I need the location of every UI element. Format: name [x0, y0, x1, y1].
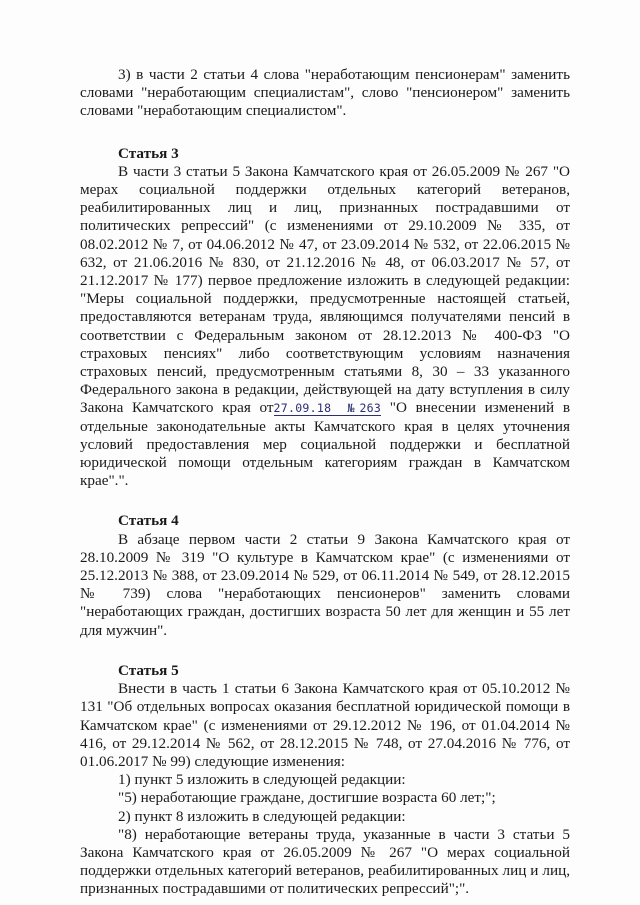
item-3-paragraph: 3) в части 2 статьи 4 слова "неработающим пенсионерам" заменить словами "неработающим специалистам", слово "пенсионером" заменить словами "неработающим специалистом".: [80, 66, 570, 120]
article-3-text: В части 3 статьи 5 Закона Камчатского края от 26.05.2009 № 267 "О мерах социальной поддержки отдельных категорий ветеранов, реабилитированных лиц и лиц, признанных пострадавшими от политических репрессий" (с изменениями от 29.10.2009 № 335, от 08.02.2012 № 7, от 04.06.2012 № 47, от 23.09.2014 № 532, от 22.06.2015 № 632, от 21.06.2016 № 830, от 21.12.2016 № 48, от 06.03.2017 № 57, от 21.12.2017 № 177) первое предложение изложить в следующей редакции: "Меры социальной поддержки, предусмотренные настоящей статьей, предоставляются ветеранам труда, являющимся получателями пенсий в соответствии с Федеральным законом от 28.12.2013 № 400-ФЗ "О страховых пенсиях" либо соответствующим условиям назначения страховых пенсий, предусмотренным статьями 8, 30 – 33 указанного Федерального закона в редакции, действующей на дату вступления в силу Закона Камчатского края от: [80, 162, 570, 417]
article-5-item-1: 1) пункт 5 изложить в следующей редакции:: [118, 771, 406, 789]
article-4-paragraph: В абзаце первом части 2 статьи 9 Закона Камчатского края от 28.10.2009 № 319 "О культуре в Камчатском крае" (с изменениями от 25.12.2013 № 388, от 23.09.2014 № 529, от 06.11.2014 № 549, от 28.12.2015 № 739) слова "неработающих пенсионеров" заменить словами "неработающих граждан, достигших возраста 50 лет для женщин и 55 лет для мужчин".: [80, 530, 570, 639]
article-3-text-continued: "О внесении изменений в отдельные законодательные акты Камчатского края в целях уточнения условий предоставления мер социальной поддержки и бесплатной юридической помощи отдельным категориям граждан в Камчатском крае".".: [80, 399, 570, 490]
article-4-heading: Статья 4: [118, 512, 179, 530]
article-5-item-1-text: "5) неработающие граждане, достигшие возраста 60 лет;";: [118, 789, 496, 807]
article-5-item-2: 2) пункт 8 изложить в следующей редакции:: [118, 807, 406, 825]
stamp-number-sign: №: [347, 401, 360, 416]
article-5-section: [80, 662, 570, 899]
stamp-number: 263: [359, 401, 382, 416]
article-5-item-2-text: "8) неработающие ветераны труда, указанные в части 3 статьи 5 Закона Камчатского края от 26.05.2009 № 267 "О мерах социальной поддержки отдельных категорий ветеранов, реабилитированных лиц и лиц, признанных пострадавшими от политических репрессий";".: [80, 825, 570, 898]
stamp-date: 27.09.18: [273, 401, 332, 416]
article-3-paragraph: [80, 163, 570, 491]
article-3-heading: Статья 3: [118, 144, 179, 162]
article-5-heading: Статья 5: [118, 661, 179, 679]
handwritten-date-stamp: [274, 401, 382, 416]
article-5-intro: Внести в часть 1 статьи 6 Закона Камчатского края от 05.10.2012 № 131 "Об отдельных вопросах оказания бесплатной юридической помощи в Камчатском крае" (с изменениями от 29.12.2012 № 196, от 01.04.2014 № 416, от 29.12.2014 № 562, от 28.12.2015 № 748, от 27.04.2016 № 776, от 01.06.2017 № 99) следующие изменения:: [80, 680, 570, 770]
document-body: [80, 66, 570, 899]
